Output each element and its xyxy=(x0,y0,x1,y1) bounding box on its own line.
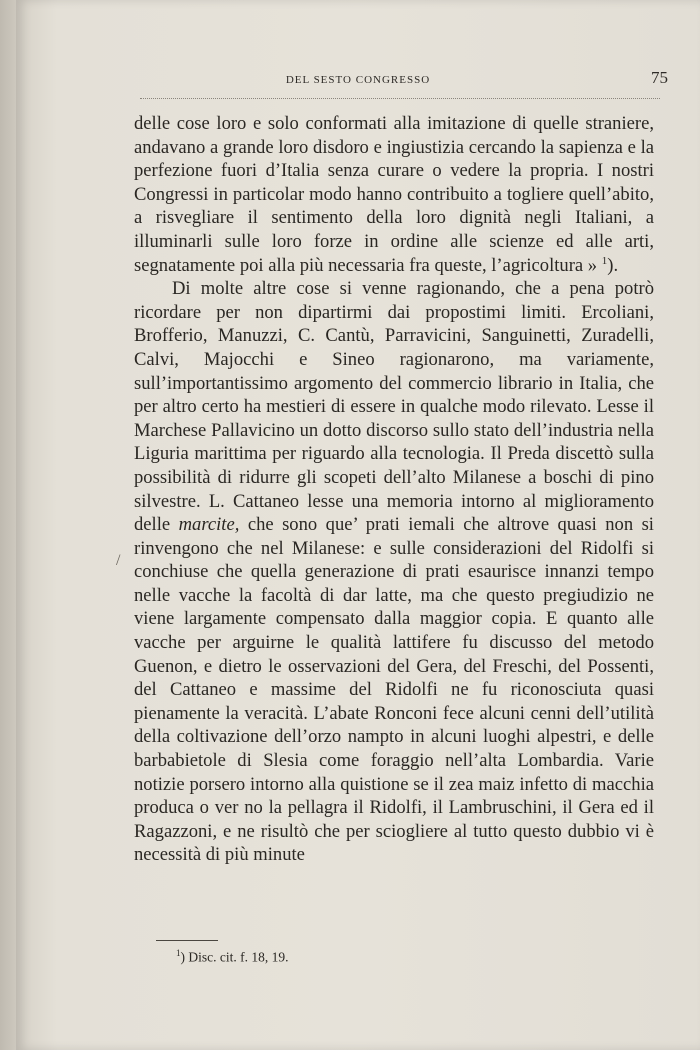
footnote-text: ) Disc. cit. f. 18, 19. xyxy=(180,949,289,965)
footnote xyxy=(176,948,288,966)
paragraph-2-text-b: che sono que’ prati iemali che altrove quasi non si rinvengono che nel Milanese: e sulle considerazioni del Ridolfi si conchiuse che quella generazione di prati esaurisce innanzi tempo nelle vacche la facoltà di dar latte, ma che questo pregiudizio ne viene largamente compensato dalla maggior copia. E quanto alle vacche per arguirne le qualità lattifere fu discusso del metodo Guenon, e dietro le osservazioni del Gera, del Freschi, del Possenti, del Cattaneo e massime del Ridolfi ne fu riconosciuta quasi pienamente la veracità. L’abate Ronconi fece alcuni cenni dell’utilità della coltivazione dell’orzo nampto in alcuni luoghi alpestri, e delle barbabietole di Slesia come foraggio nell’alta Lombardia. Varie notizie porsero intorno alla quistione se il zea maiz infetto di macchia produca o ver no la pellagra il Ridolfi, il Lambruschini, il Gera ed il Ragazzoni, e ne risultò che per sciogliere al tutto questo dubbio vi è necessità di più minute xyxy=(134,514,654,866)
body-text xyxy=(134,112,654,867)
paragraph-1-end: ). xyxy=(607,254,619,276)
margin-pencil-mark: / xyxy=(116,552,121,569)
footnote-rule xyxy=(156,940,218,941)
italic-term: marcite, xyxy=(178,514,240,536)
page-number: 75 xyxy=(651,68,668,87)
header-rule xyxy=(140,98,660,99)
paragraph-1-text: delle cose loro e solo conformati alla imitazione di quelle straniere, andavano a grande loro disdoro e ingiustizia cercando la sapienza e la perfezione fuori d’Italia senza curare o vedere la propria. I nostri Congressi in particolar modo hanno contribuito a togliere quell’abito, a risvegliare il sentimento della loro dignità negli Italiani, a illuminarli sulle loro forze in ordine alle scienze ed alle arti, segnatamente poi alla più necessaria fra queste, l’agricoltura » xyxy=(134,113,654,276)
footnote-reference: 1 xyxy=(601,254,608,267)
paragraph-2-text-a: Di molte altre cose si venne ragionando, che a pena potrò ricordare per non dipartirmi dai propostimi limiti. Ercoliani, Brofferio, Manuzzi, C. Cantù, Parravicini, Sanguinetti, Zuradelli, Calvi, Majocchi e Sineo ragionarono, ma variamente, sull’importantissimo argomento del commercio librario in Italia, che per altro certo ha mestieri di essere in qualche modo rilevato. Lesse il Marchese Pallavicino un dotto discorso sullo stato dell’industria nella Liguria marittima per riguardo alla tecnologia. Il Preda discettò sulla possibilità di ridurre gli scopeti dell’alto Milanese a boschi di pino silvestre. L. Cattaneo lesse una memoria intorno al miglioramento delle xyxy=(134,278,654,536)
running-title: DEL SESTO CONGRESSO xyxy=(285,74,431,86)
paragraph-1 xyxy=(134,112,654,277)
page-header xyxy=(16,68,700,92)
paragraph-2 xyxy=(134,277,654,867)
footnote-marker: 1 xyxy=(176,948,181,958)
book-gutter xyxy=(0,0,16,1050)
